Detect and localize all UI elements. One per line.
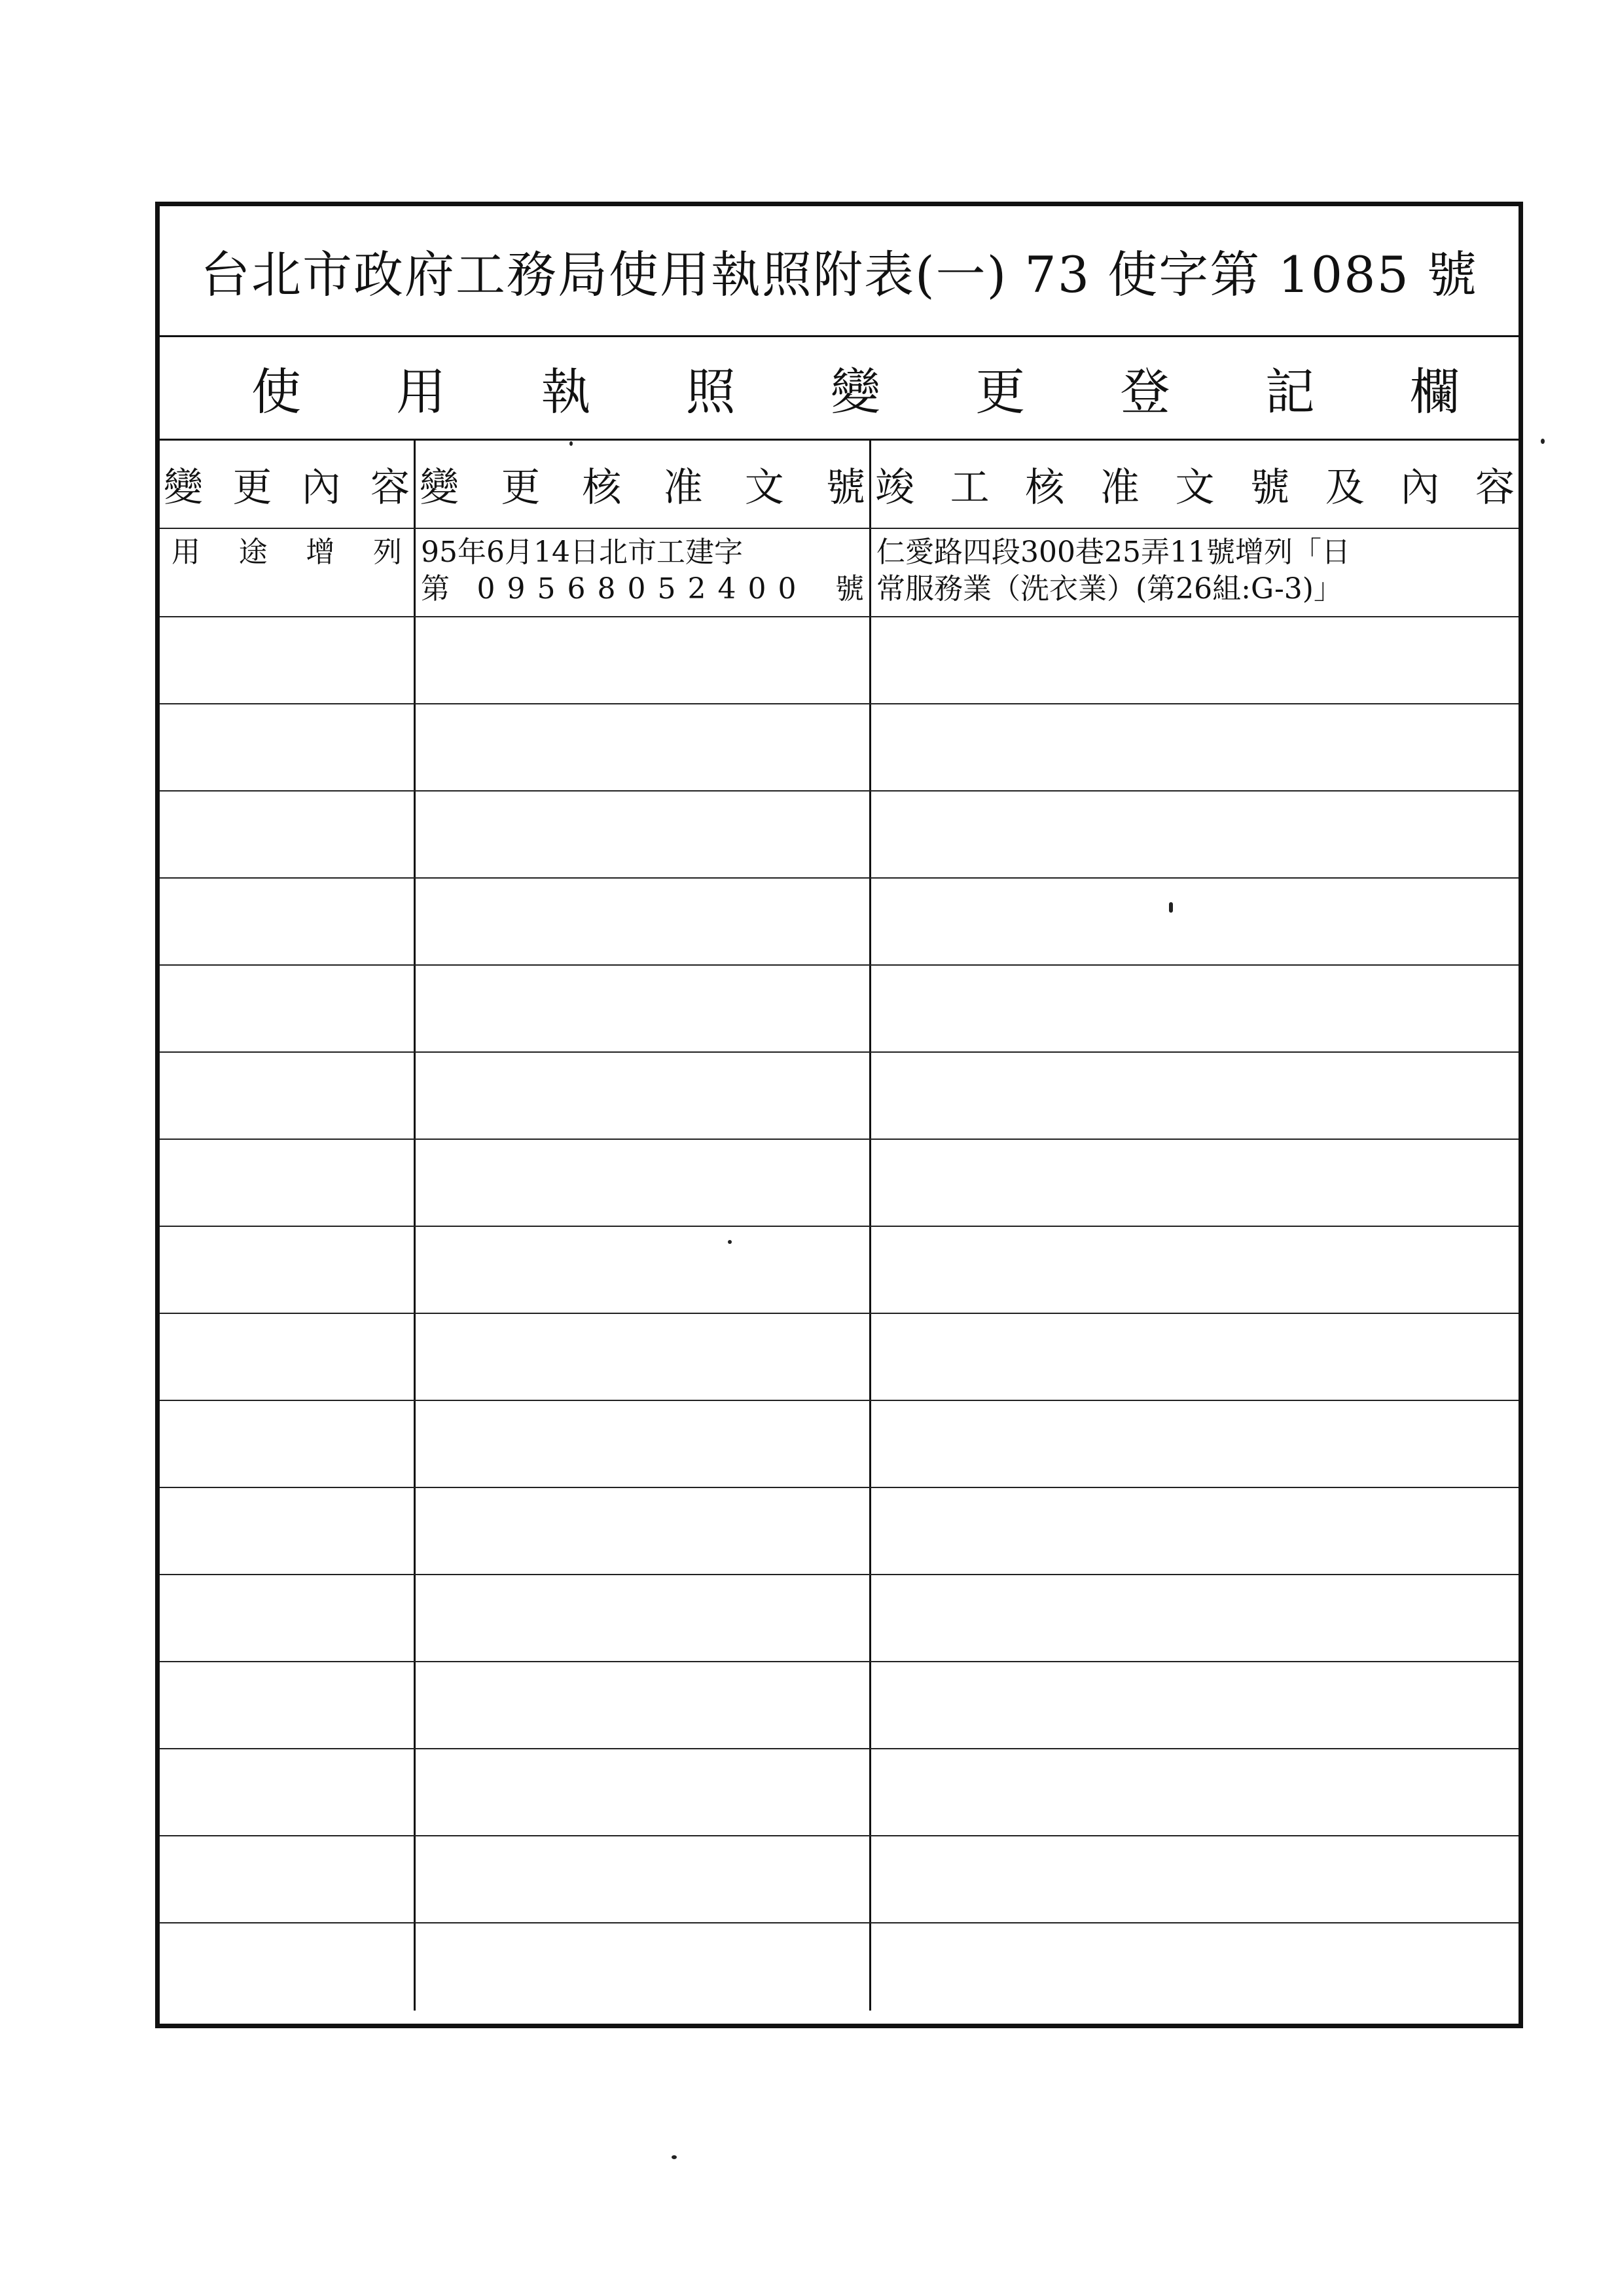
section-heading-char: 用 xyxy=(396,363,446,421)
empty-cell xyxy=(871,966,1519,1051)
cell-change-content xyxy=(160,529,416,616)
label-char: 文 xyxy=(744,464,784,511)
label-char: 容 xyxy=(370,464,410,511)
label-char: 准 xyxy=(663,464,703,511)
empty-cell xyxy=(416,1314,871,1400)
table-header-row xyxy=(160,441,1519,529)
empty-cell xyxy=(871,1227,1519,1313)
empty-cell xyxy=(871,617,1519,703)
section-heading xyxy=(160,337,1519,441)
label-char: 內 xyxy=(301,464,341,511)
empty-cell xyxy=(160,617,416,703)
section-heading-char: 變 xyxy=(831,363,880,421)
table-row-empty xyxy=(160,879,1519,966)
empty-cell xyxy=(416,1140,871,1226)
section-heading-char: 更 xyxy=(975,363,1026,421)
empty-cell xyxy=(416,617,871,703)
scan-speck xyxy=(1169,902,1173,913)
label-char: 竣 xyxy=(875,464,914,511)
empty-cell xyxy=(871,1923,1519,2011)
blank-rows xyxy=(160,617,1519,2011)
empty-cell xyxy=(416,704,871,790)
cell-line: 常服務業（洗衣業）(第26組:G-3)」 xyxy=(876,572,1342,606)
section-heading-char: 記 xyxy=(1265,363,1315,421)
empty-cell xyxy=(160,966,416,1051)
cell-line xyxy=(421,571,864,608)
empty-cell xyxy=(416,1662,871,1748)
label-char: 及 xyxy=(1325,464,1365,511)
form-title: 台北市政府工務局使用執照附表(一) 73 使字第 1085 號 xyxy=(160,206,1519,337)
empty-cell xyxy=(871,879,1519,964)
cell-completion-content xyxy=(871,529,1519,616)
table-row-empty xyxy=(160,617,1519,704)
empty-cell xyxy=(871,1314,1519,1400)
table-row-empty xyxy=(160,792,1519,879)
table-row-empty xyxy=(160,1488,1519,1575)
header-change-content xyxy=(160,441,416,528)
empty-cell xyxy=(160,1488,416,1574)
empty-cell xyxy=(416,1923,871,2011)
header-label xyxy=(164,456,410,513)
label-char: 核 xyxy=(1025,464,1065,511)
empty-cell xyxy=(160,1401,416,1487)
empty-cell xyxy=(871,792,1519,877)
empty-cell xyxy=(160,704,416,790)
table-row-empty xyxy=(160,704,1519,792)
approval-number: 09568052400 xyxy=(476,572,808,606)
table-row-empty xyxy=(160,1314,1519,1401)
section-heading-char: 照 xyxy=(685,363,736,421)
label-char: 變 xyxy=(420,464,459,511)
label-char: 途 xyxy=(238,536,268,569)
label-char: 號 xyxy=(825,464,865,511)
table-row-empty xyxy=(160,966,1519,1053)
label-char: 工 xyxy=(950,464,990,511)
label-char: 更 xyxy=(232,464,272,511)
empty-cell xyxy=(871,1836,1519,1922)
scan-speck xyxy=(672,2155,677,2159)
empty-cell xyxy=(416,966,871,1051)
approval-prefix: 第 xyxy=(421,572,450,606)
scan-speck xyxy=(728,1240,732,1244)
cell-approval-number xyxy=(416,529,871,616)
empty-cell xyxy=(160,1575,416,1661)
label-char: 容 xyxy=(1475,464,1515,511)
empty-cell xyxy=(416,1749,871,1835)
empty-cell xyxy=(416,1401,871,1487)
table-row-empty xyxy=(160,1401,1519,1488)
section-heading-char: 執 xyxy=(541,363,591,421)
table-row-empty xyxy=(160,1749,1519,1836)
table-row-empty xyxy=(160,1227,1519,1314)
approval-suffix: 號 xyxy=(835,572,864,606)
empty-cell xyxy=(416,1836,871,1922)
label-char: 用 xyxy=(171,536,200,569)
table-row xyxy=(160,529,1519,617)
empty-cell xyxy=(160,1053,416,1139)
empty-cell xyxy=(160,1923,416,2011)
scan-speck xyxy=(1541,439,1545,444)
label-char: 准 xyxy=(1100,464,1140,511)
usage-license-annex-form xyxy=(155,202,1523,2028)
table-row-empty xyxy=(160,1053,1519,1140)
table-row-empty xyxy=(160,1836,1519,1923)
empty-cell xyxy=(871,1488,1519,1574)
empty-cell xyxy=(160,1227,416,1313)
empty-cell xyxy=(871,1140,1519,1226)
empty-cell xyxy=(871,1401,1519,1487)
empty-cell xyxy=(871,1053,1519,1139)
empty-cell xyxy=(160,1749,416,1835)
table-row-empty xyxy=(160,1575,1519,1662)
label-char: 更 xyxy=(501,464,541,511)
empty-cell xyxy=(160,792,416,877)
header-label xyxy=(420,456,865,513)
empty-cell xyxy=(416,1227,871,1313)
table-row-empty xyxy=(160,1923,1519,2011)
label-char: 核 xyxy=(582,464,622,511)
table-row-empty xyxy=(160,1140,1519,1227)
header-label xyxy=(875,456,1515,513)
empty-cell xyxy=(416,1575,871,1661)
empty-cell xyxy=(871,704,1519,790)
empty-cell xyxy=(871,1749,1519,1835)
empty-cell xyxy=(416,1488,871,1574)
empty-cell xyxy=(160,879,416,964)
header-completion-approval xyxy=(871,441,1519,528)
empty-cell xyxy=(160,1662,416,1748)
label-char: 內 xyxy=(1400,464,1440,511)
table-row-empty xyxy=(160,1662,1519,1749)
cell-line: 仁愛路四段300巷25弄11號增列「日 xyxy=(876,536,1350,569)
empty-cell xyxy=(160,1836,416,1922)
label-char: 增 xyxy=(306,536,335,569)
empty-cell xyxy=(416,792,871,877)
label-char: 變 xyxy=(164,464,203,511)
empty-cell xyxy=(160,1140,416,1226)
empty-cell xyxy=(160,1314,416,1400)
header-approval-number xyxy=(416,441,871,528)
change-register-table xyxy=(160,441,1519,2011)
section-heading-char: 欄 xyxy=(1410,363,1460,421)
cell-line: 95年6月14日北市工建字 xyxy=(421,536,743,569)
label-char: 號 xyxy=(1250,464,1290,511)
label-char: 列 xyxy=(372,536,402,569)
cell-text xyxy=(165,534,408,571)
scan-speck xyxy=(569,441,573,446)
section-heading-char: 登 xyxy=(1120,363,1170,421)
empty-cell xyxy=(416,879,871,964)
label-char: 文 xyxy=(1175,464,1215,511)
empty-cell xyxy=(871,1662,1519,1748)
empty-cell xyxy=(871,1575,1519,1661)
section-heading-char: 使 xyxy=(251,363,301,421)
empty-cell xyxy=(416,1053,871,1139)
